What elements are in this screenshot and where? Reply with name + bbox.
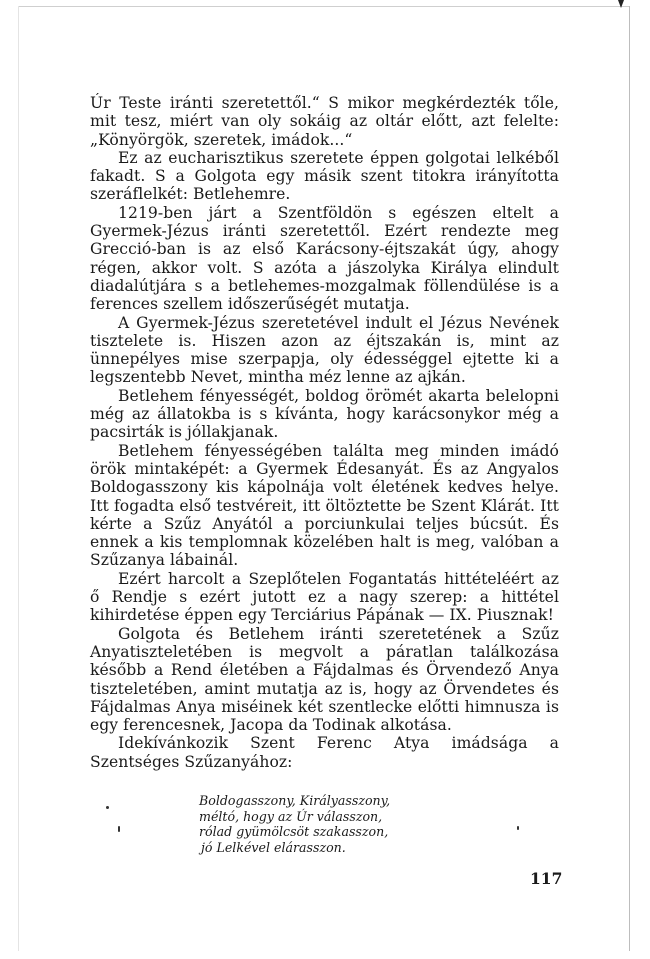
verse-line-1: Boldogasszony, Királyasszony, (199, 793, 391, 808)
scan-speck-2 (118, 826, 120, 832)
page-number: 117 (530, 869, 563, 888)
scan-edge-top (18, 6, 630, 7)
scan-speck-1 (106, 806, 109, 809)
scan-edge-left (18, 6, 19, 951)
paragraph-8: Golgota és Betlehem iránti szeretetének a Szűz Anyatiszteletében is megvolt a páratlan találkozása később a Rend életében a Fájdalmas és Örvendező Anya tiszteletében, amint mutatja az is, hogy az Örvendetes és Fájdalmas Anya miséinek két szentlecke előtti himnusza is egy ferencesnek, Jacopa da Todinak alkotása. (90, 624, 559, 735)
paragraph-7: Ezért harcolt a Szeplőtelen Fogantatás hittételéért az ő Rendje s ezért jutott ez a nagy szerep: a hittétel kihirdetése éppen egy Terciárius Pápának — IX. Piusznak! (90, 569, 559, 625)
paragraph-3: 1219-ben járt a Szentföldön s egészen eltelt a Gyermek-Jézus iránti szeretettől. Ezért rendezte meg Grecció-ban is az első Karácsony-éjtszakát úgy, ahogy régen, akkor volt. S azóta a jászolyka Királya elindult diadalútjára s a betlehemes-mozgalmak föllendülése is a ferences szellem időszerűségét mutatja. (90, 203, 559, 314)
paragraph-2: Ez az eucharisztikus szeretete éppen golgotai lelkéből fakadt. S a Golgota egy másik szent titokra irányította szeráflelkét: Betlehemre. (90, 148, 559, 204)
verse-line-3: rólad gyümölcsöt szakasszon, (199, 824, 389, 839)
scan-edge-right (629, 6, 630, 951)
paragraph-5: Betlehem fényességét, boldog örömét akarta belelopni még az állatokba is s kívánta, hogy karácsonykor még a pacsirták is jóllakjanak. (90, 386, 559, 442)
paragraph-1: Úr Teste iránti szeretettől.“ S mikor megkérdezték tőle, mit tesz, miért van oly sokáig az oltár előtt, azt felelte: „Könyörgök, szeretek, imádok...“ (90, 94, 559, 149)
body-text (90, 94, 559, 771)
prayer-verse (199, 793, 390, 855)
verse-line-4: jó Lelkével elárasszon. (201, 839, 346, 855)
paragraph-6: Betlehem fényességében találta meg minden imádó örök mintaképét: a Gyermek Édesanyát. És az Angyalos Boldogasszony kis kápolnája volt életének kedves helye. Itt fogadta első testvéreit, itt öltöztette be Szent Klárát. Itt kérte a Szűz Anyától a porciunkulai teljes búcsút. És ennek a kis templomnak közelében halt is meg, valóban a Szűzanya lábainál. (90, 441, 559, 570)
scan-speck-3 (517, 826, 519, 830)
paragraph-4: A Gyermek-Jézus szeretetével indult el Jézus Nevének tisztelete is. Hiszen azon az éjtszakán is, mint az ünnepélyes mise szerpapja, oly édességgel ejtette ki a legszentebb Nevet, mintha méz lenne az ajkán. (90, 313, 559, 387)
verse-line-2: méltó, hogy az Úr válasszon, (199, 808, 383, 824)
paragraph-9: Idekívánkozik Szent Ferenc Atya imádsága a Szentséges Szűzanyához: (90, 734, 559, 771)
